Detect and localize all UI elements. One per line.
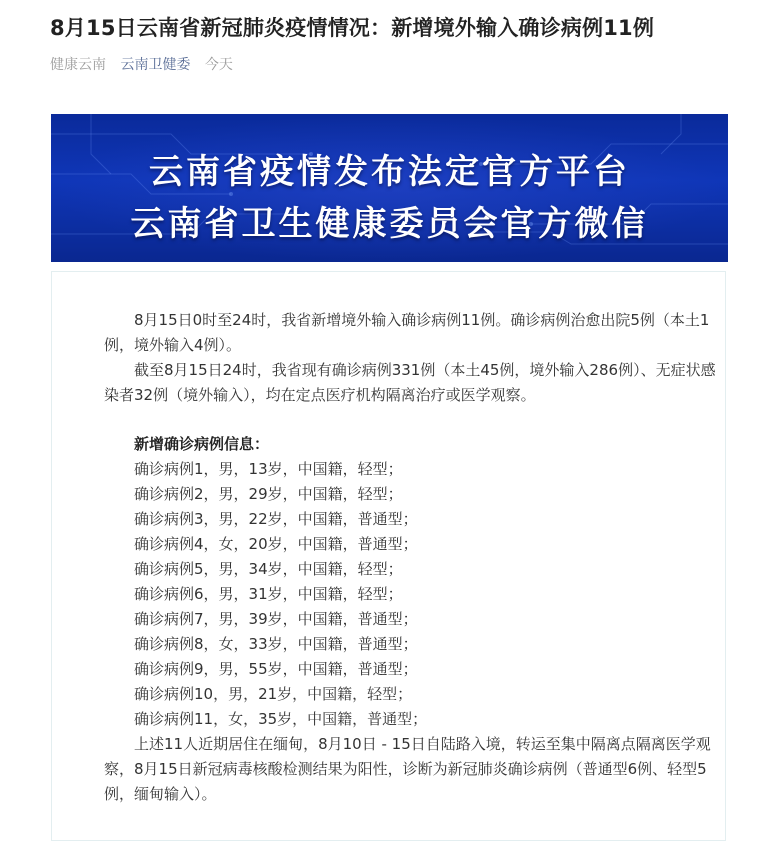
banner-line-1: 云南省疫情发布法定官方平台 [149, 152, 630, 192]
case-item: 确诊病例11，女，35岁，中国籍，普通型； [134, 710, 428, 728]
case-item: 确诊病例1，男，13岁，中国籍，轻型； [134, 460, 403, 478]
article-title: 8月15日云南省新冠肺炎疫情情况：新增境外输入确诊病例11例 [50, 16, 655, 40]
case-item: 确诊病例3，男，22岁，中国籍，普通型； [134, 510, 418, 528]
case-item: 确诊病例8，女，33岁，中国籍，普通型； [134, 635, 418, 653]
paragraph-current-status: 截至8月15日24时，我省现有确诊病例331例（本土45例，境外输入286例）、无症状感染者32例（境外输入），均在定点医疗机构隔离治疗或医学观察。 [104, 361, 716, 404]
article-body [104, 308, 718, 807]
case-item: 确诊病例7，男，39岁，中国籍，普通型； [134, 610, 418, 628]
case-item: 确诊病例6，男，31岁，中国籍，轻型； [134, 585, 403, 603]
article-content-card [51, 271, 726, 841]
source-org: 健康云南 [50, 57, 106, 73]
case-item: 确诊病例9，男，55岁，中国籍，普通型； [134, 660, 418, 678]
banner-line-2: 云南省卫生健康委员会官方微信 [130, 204, 649, 244]
case-info-heading: 新增确诊病例信息： [134, 435, 270, 453]
case-item: 确诊病例10，男，21岁，中国籍，轻型； [134, 685, 413, 703]
spacer [104, 408, 718, 432]
header-banner-image [51, 114, 728, 262]
paragraph-new-cases: 8月15日0时至24时，我省新增境外输入确诊病例11例。确诊病例治愈出院5例（本土1例，境外输入4例）。 [104, 311, 710, 354]
article-meta [50, 54, 243, 74]
case-item: 确诊病例2，男，29岁，中国籍，轻型； [134, 485, 403, 503]
publish-time: 今天 [204, 57, 233, 73]
case-item: 确诊病例4，女，20岁，中国籍，普通型； [134, 535, 418, 553]
paragraph-summary: 上述11人近期居住在缅甸，8月10日 - 15日自陆路入境，转运至集中隔离点隔离医学观察，8月15日新冠病毒核酸检测结果为阳性，诊断为新冠肺炎确诊病例（普通型6例、轻型5例，缅甸输入）。 [104, 735, 711, 803]
account-name-link[interactable]: 云南卫健委 [120, 57, 191, 73]
case-item: 确诊病例5，男，34岁，中国籍，轻型； [134, 560, 403, 578]
